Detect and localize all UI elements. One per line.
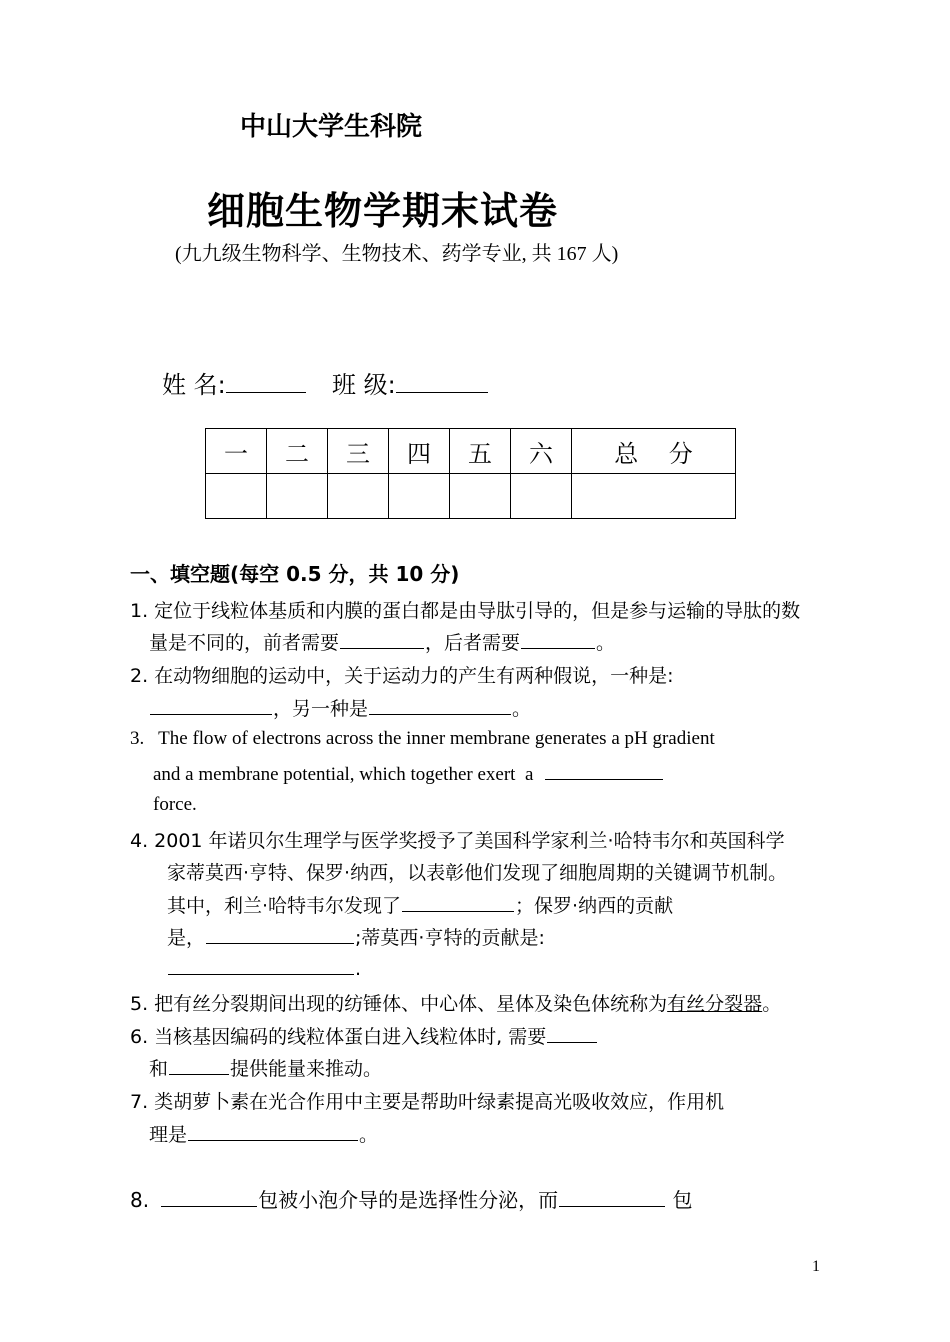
- q3-blank[interactable]: [545, 761, 663, 780]
- score-cell-1[interactable]: [206, 474, 267, 519]
- q8-number: 8.: [130, 1188, 150, 1212]
- score-cell-4[interactable]: [389, 474, 450, 519]
- score-header-6: 六: [511, 429, 572, 474]
- class-field: [332, 365, 488, 400]
- class-blank[interactable]: [396, 370, 488, 393]
- q4-blank-3[interactable]: [168, 956, 354, 975]
- q3-line1: 3. The flow of electrons across the inner membrane generates a pH gradient: [130, 728, 715, 749]
- q1-line2: [149, 628, 615, 655]
- q4-blank-1[interactable]: [402, 893, 514, 912]
- q5-text: 5. 把有丝分裂期间出现的纺锤体、中心体、星体及染色体统称为: [130, 993, 668, 1015]
- q2-blank-1[interactable]: [150, 696, 272, 715]
- q8-text-b: 包: [666, 1188, 693, 1212]
- q3-text: and a membrane potential, which together exert a: [153, 764, 534, 785]
- q6-text: 6. 当核基因编码的线粒体蛋白进入线粒体时, 需要: [130, 1026, 547, 1048]
- q4-line3: [167, 891, 673, 918]
- section1-heading: 一、填空题(每空 0.5 分，共 10 分): [130, 562, 460, 586]
- class-label: 班 级:: [332, 371, 396, 399]
- score-header-total: 总 分: [572, 429, 736, 474]
- score-cell-6[interactable]: [511, 474, 572, 519]
- score-cell-total[interactable]: [572, 474, 736, 519]
- q8-line: [130, 1184, 692, 1213]
- score-header-2: 二: [267, 429, 328, 474]
- q4-text-e: .: [355, 958, 362, 980]
- score-cell-5[interactable]: [450, 474, 511, 519]
- q4-text-a: 其中，利兰·哈特韦尔发现了: [167, 895, 402, 917]
- score-value-row: [206, 474, 736, 519]
- q2-blank-2[interactable]: [369, 696, 511, 715]
- q8-blank-1[interactable]: [161, 1188, 257, 1207]
- q2-text-a: ，另一种是: [273, 698, 369, 720]
- q3-line3: force.: [153, 794, 197, 815]
- q6-text-b: 提供能量来推动。: [230, 1058, 383, 1080]
- q6-blank-1[interactable]: [547, 1024, 597, 1043]
- score-header-3: 三: [328, 429, 389, 474]
- score-cell-3[interactable]: [328, 474, 389, 519]
- q2-line1: 2. 在动物细胞的运动中，关于运动力的产生有两种假说，一种是:: [130, 665, 674, 687]
- q1-text-b: ，后者需要: [425, 632, 521, 654]
- q1-text-c: 。: [596, 632, 616, 654]
- score-cell-2[interactable]: [267, 474, 328, 519]
- q2-line2: [149, 694, 531, 721]
- score-table: [205, 428, 736, 519]
- q7-text-b: 。: [359, 1124, 379, 1146]
- q4-blank-2[interactable]: [206, 925, 354, 944]
- q1-blank-2[interactable]: [521, 630, 595, 649]
- q4-line1: 4. 2001 年诺贝尔生理学与医学奖授予了美国科学家利兰·哈特韦尔和英国科学: [130, 830, 785, 852]
- school-name: 中山大学生科院: [240, 112, 423, 142]
- exam-title: 细胞生物学期末试卷: [207, 189, 559, 233]
- q2-text-b: 。: [512, 698, 532, 720]
- q5-suffix: 。: [762, 993, 782, 1015]
- q7-blank[interactable]: [188, 1122, 358, 1141]
- q4-line5: [167, 956, 361, 980]
- q6-text-a: 和: [149, 1058, 169, 1080]
- q3-line2: [153, 761, 664, 786]
- q5-answer: 有丝分裂器: [667, 993, 763, 1015]
- q4-line4: [167, 923, 545, 950]
- q5-line: [130, 989, 781, 1016]
- q1-line1: 1. 定位于线粒体基质和内膜的蛋白都是由导肽引导的，但是参与运输的导肽的数: [130, 600, 801, 622]
- q4-text-b: ；保罗·纳西的贡献: [515, 895, 674, 917]
- score-header-5: 五: [450, 429, 511, 474]
- q6-line1: [130, 1022, 598, 1049]
- q7-line1: 7. 类胡萝卜素在光合作用中主要是帮助叶绿素提高光吸收效应，作用机: [130, 1091, 725, 1113]
- q6-blank-2[interactable]: [169, 1056, 229, 1075]
- score-header-4: 四: [389, 429, 450, 474]
- score-header-1: 一: [206, 429, 267, 474]
- q8-text-a: 包被小泡介导的是选择性分泌，而: [258, 1188, 559, 1212]
- name-label: 姓 名:: [162, 371, 226, 399]
- exam-subtitle: (九九级生物科学、生物技术、药学专业, 共 167 人): [175, 243, 619, 265]
- q6-line2: [149, 1054, 382, 1081]
- score-header-row: [206, 429, 736, 474]
- q7-text-a: 理是: [149, 1124, 188, 1146]
- name-field: [162, 365, 306, 400]
- q4-text-c: 是，: [167, 927, 206, 949]
- page-number: 1: [812, 1258, 820, 1275]
- q1-blank-1[interactable]: [340, 630, 424, 649]
- q7-line2: [149, 1120, 378, 1147]
- name-blank[interactable]: [226, 370, 306, 393]
- q4-text-d: ;蒂莫西·亨特的贡献是:: [355, 927, 545, 949]
- q1-text-a: 量是不同的，前者需要: [149, 632, 340, 654]
- q8-blank-2[interactable]: [559, 1188, 665, 1207]
- q4-line2: 家蒂莫西·亨特、保罗·纳西，以表彰他们发现了细胞周期的关键调节机制。: [167, 862, 788, 884]
